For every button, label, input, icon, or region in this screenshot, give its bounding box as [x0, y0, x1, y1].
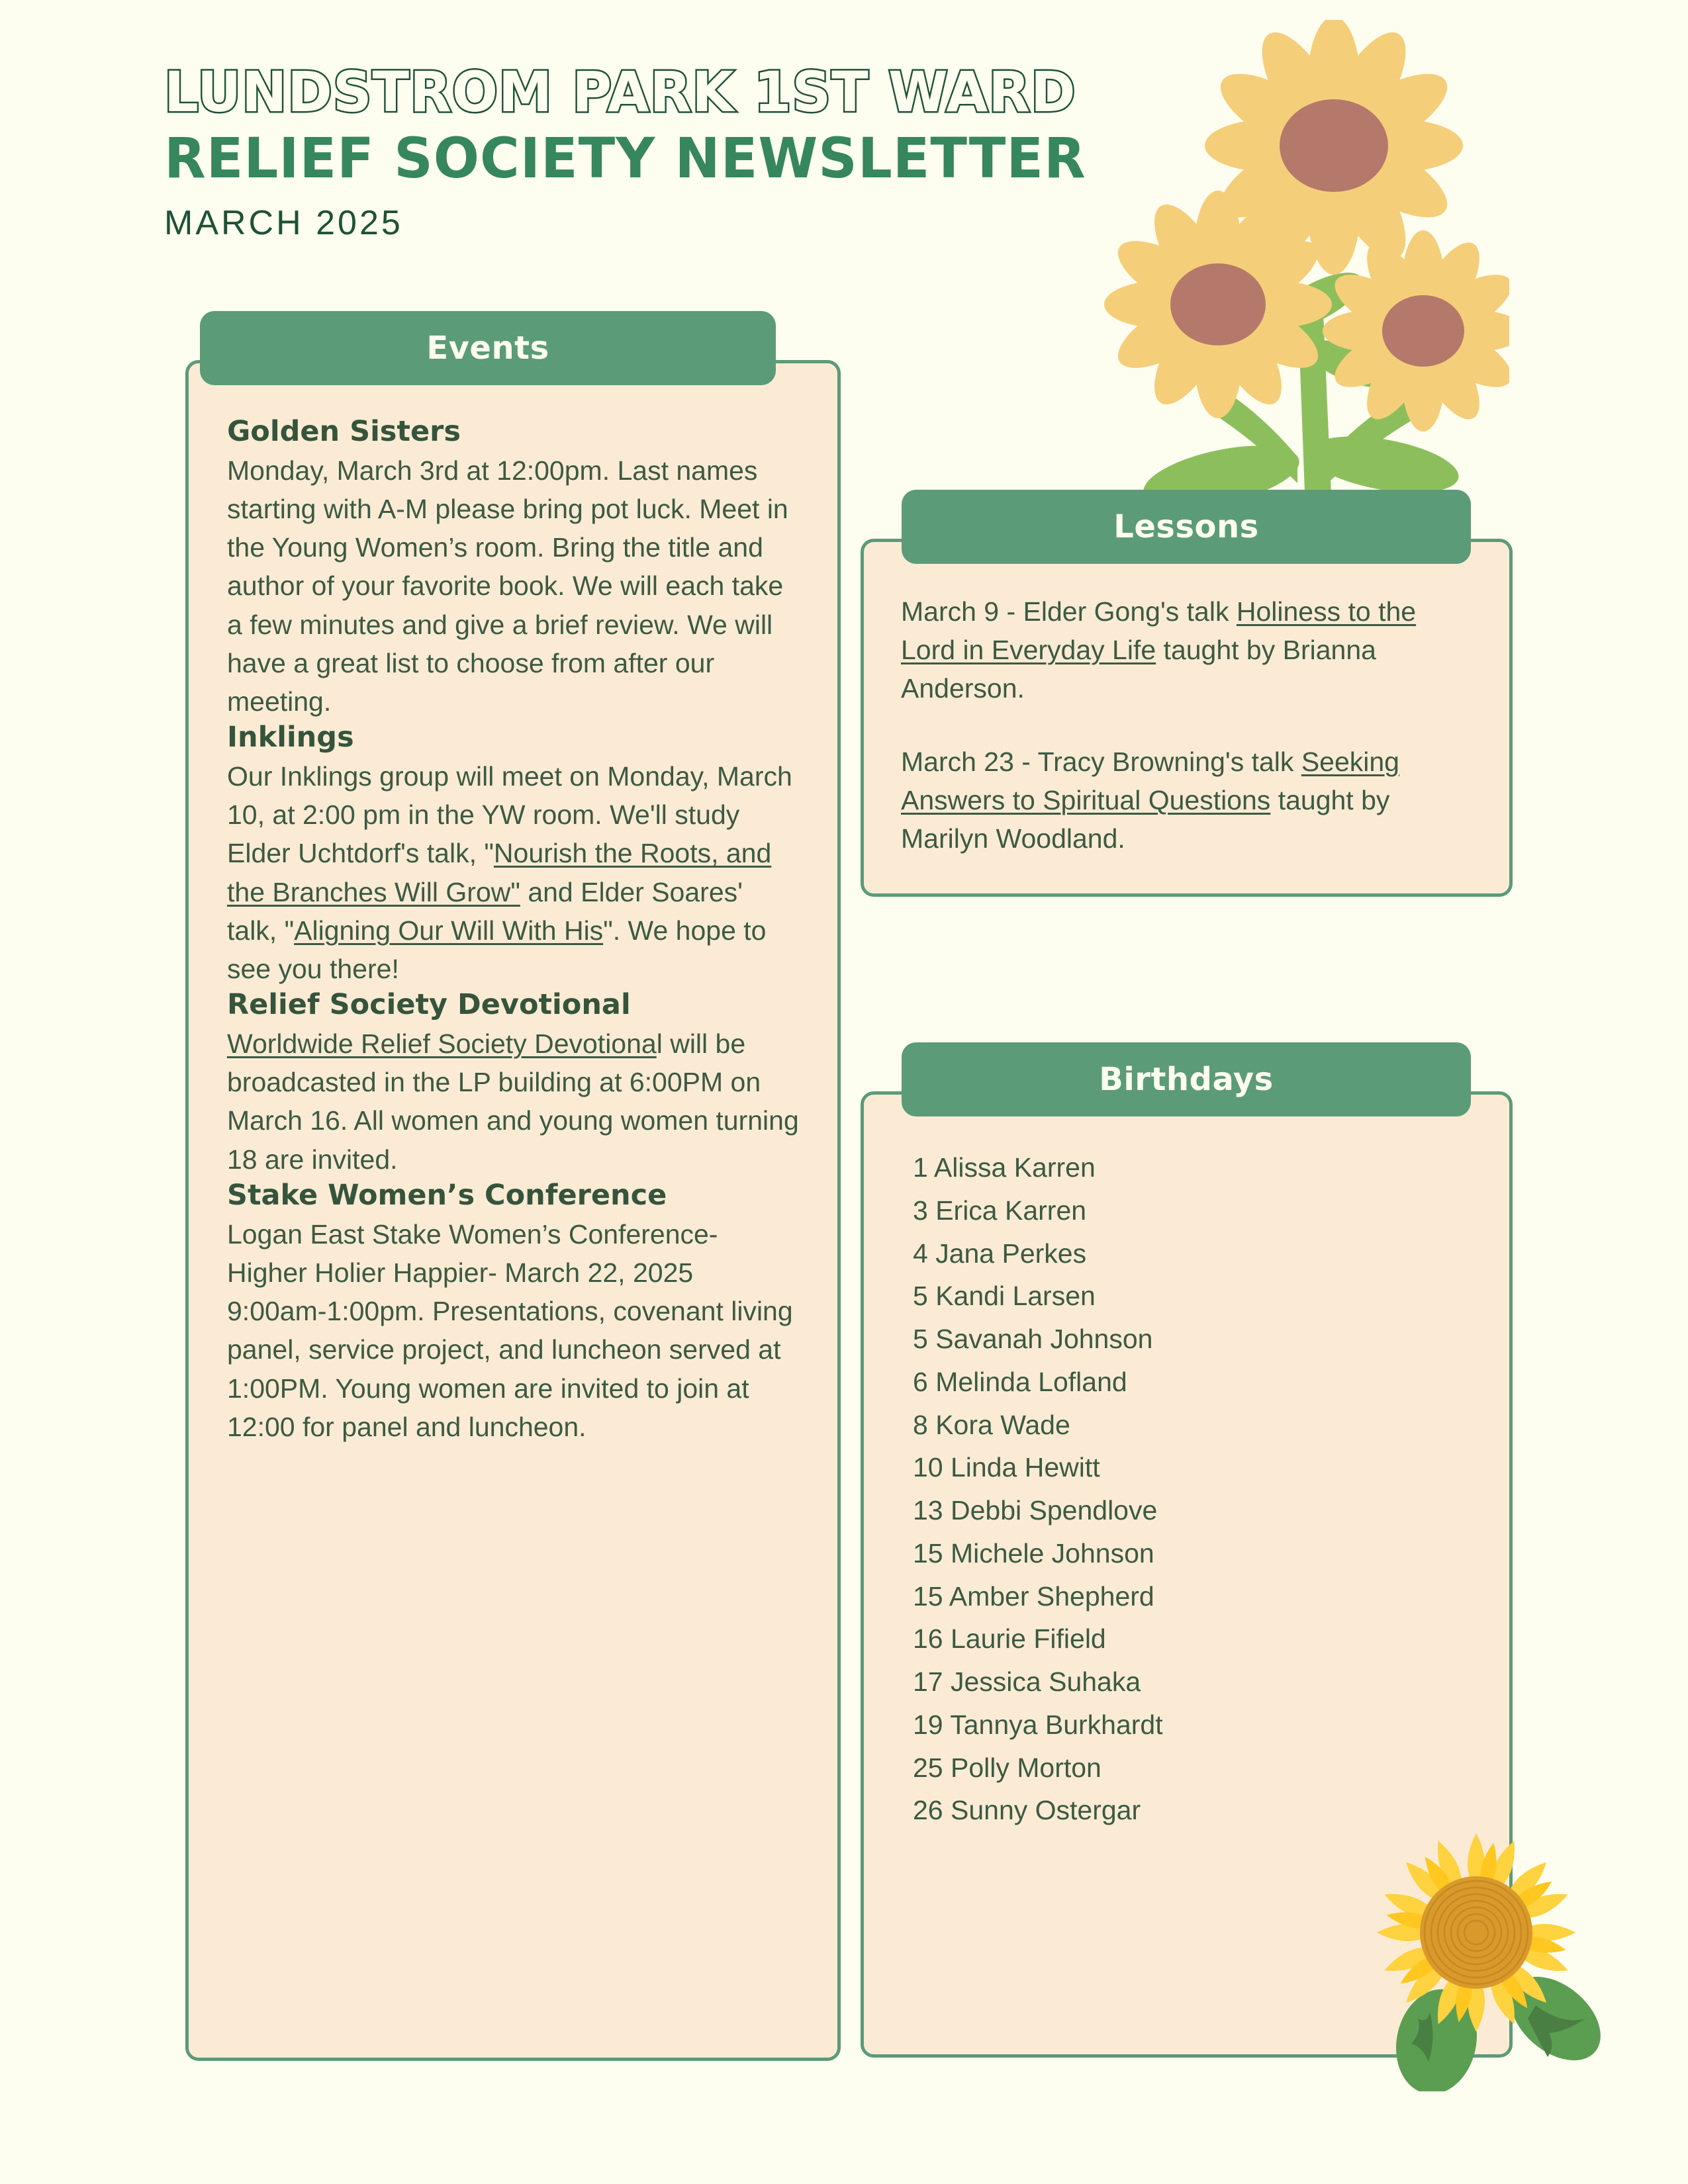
birthday-row: 3 Erica Karren [913, 1195, 1087, 1226]
birthday-row: 10 Linda Hewitt [913, 1452, 1100, 1483]
inklings-text-post: ". We hope to see you there! [227, 915, 767, 985]
events-tab-label: Events [426, 330, 549, 367]
lesson-item [901, 592, 1472, 708]
lesson-2-intro: March 23 - Tracy Browning's talk [901, 746, 1301, 777]
birthday-row: 19 Tannya Burkhardt [913, 1709, 1163, 1740]
birthday-row: 16 Laurie Fifield [913, 1623, 1106, 1655]
devotional-link[interactable]: Worldwide Relief Society Devotiona [227, 1028, 657, 1060]
newsletter-title: RELIEF SOCIETY NEWSLETTER [164, 126, 1086, 191]
lessons-panel-body [861, 539, 1513, 897]
inklings-body [227, 757, 799, 988]
birthday-row: 4 Jana Perkes [913, 1238, 1087, 1269]
birthday-row: 25 Polly Morton [913, 1752, 1102, 1783]
inklings-heading: Inklings [227, 721, 354, 754]
event-section-golden-sisters [227, 415, 799, 721]
sunflower-cluster-icon [1099, 20, 1509, 510]
lesson-item [901, 743, 1472, 858]
newsletter-header [164, 60, 1157, 243]
events-panel-body [185, 360, 841, 2061]
devotional-text-post: l will be broadcasted in the LP building at 6:00PM on March 16. All women and young women turning 18 are invited. [227, 1028, 799, 1175]
birthday-row: 17 Jessica Suhaka [913, 1666, 1141, 1698]
stake-conference-heading: Stake Women’s Conference [227, 1178, 667, 1212]
lessons-tab-header [902, 490, 1471, 564]
issue-date: MARCH 2025 [164, 204, 403, 243]
sunflower-icon [1337, 1800, 1628, 2091]
lesson-1-outro: taught by Brianna Anderson. [901, 635, 1376, 704]
birthday-row: 15 Amber Shepherd [913, 1580, 1154, 1612]
lesson-1-intro: March 9 - Elder Gong's talk [901, 596, 1237, 627]
stake-conference-body: Logan East Stake Women’s Conference- Higher Holier Happier- March 22, 2025 9:00am-1:00pm. Presentations, covenant living panel, service project, and luncheon served at 1:00PM. Young women are invited to join at 12:00 for panel and luncheon. [227, 1218, 793, 1442]
birthday-row: 13 Debbi Spendlove [913, 1495, 1158, 1526]
lesson-1-title-link[interactable]: Holiness to the Lord in Everyday Life [901, 596, 1417, 666]
event-section-stake-conference [227, 1179, 799, 1446]
inklings-link-uchtdorf[interactable]: Nourish the Roots, and the Branches Will Grow" [227, 838, 772, 907]
birthdays-tab-header [902, 1042, 1471, 1116]
events-tab-header [200, 311, 776, 385]
birthday-row: 5 Kandi Larsen [913, 1281, 1096, 1312]
golden-sisters-body: Monday, March 3rd at 12:00pm. Last names starting with A-M please bring pot luck. Meet in the Young Women’s room. Bring the title and author of your favorite book. We will each take a few minutes and give a brief review. We will have a great list to choose from after our meeting. [227, 455, 788, 717]
lesson-2-title-link[interactable]: Seeking Answers to Spiritual Questions [901, 746, 1399, 815]
event-section-inklings [227, 721, 799, 988]
inklings-link-soares[interactable]: Aligning Our Will With His [294, 915, 604, 946]
birthday-row: 8 Kora Wade [913, 1409, 1070, 1440]
devotional-body [227, 1024, 799, 1179]
lessons-panel [861, 490, 1513, 897]
events-panel [185, 311, 841, 2061]
inklings-text-mid: and Elder Soares' talk, " [227, 876, 743, 946]
birthday-row: 26 Sunny Ostergar [913, 1795, 1141, 1826]
ward-name-title: LUNDSTROM PARK 1ST WARD [164, 60, 1076, 124]
birthday-row: 1 Alissa Karren [913, 1152, 1096, 1183]
birthday-row: 15 Michele Johnson [913, 1537, 1154, 1569]
devotional-heading: Relief Society Devotional [227, 988, 631, 1022]
birthdays-tab-label: Birthdays [1099, 1061, 1274, 1098]
lesson-2-outro: taught by Marilyn Woodland. [901, 784, 1390, 854]
golden-sisters-heading: Golden Sisters [227, 415, 461, 448]
event-section-devotional [227, 988, 799, 1179]
inklings-text-pre: Our Inklings group will meet on Monday, March 10, at 2:00 pm in the YW room. We'll study Elder Uchtdorf's talk, " [227, 761, 792, 869]
birthday-row: 5 Savanah Johnson [913, 1324, 1153, 1355]
birthday-row: 6 Melinda Lofland [913, 1366, 1127, 1397]
lessons-tab-label: Lessons [1113, 508, 1259, 545]
